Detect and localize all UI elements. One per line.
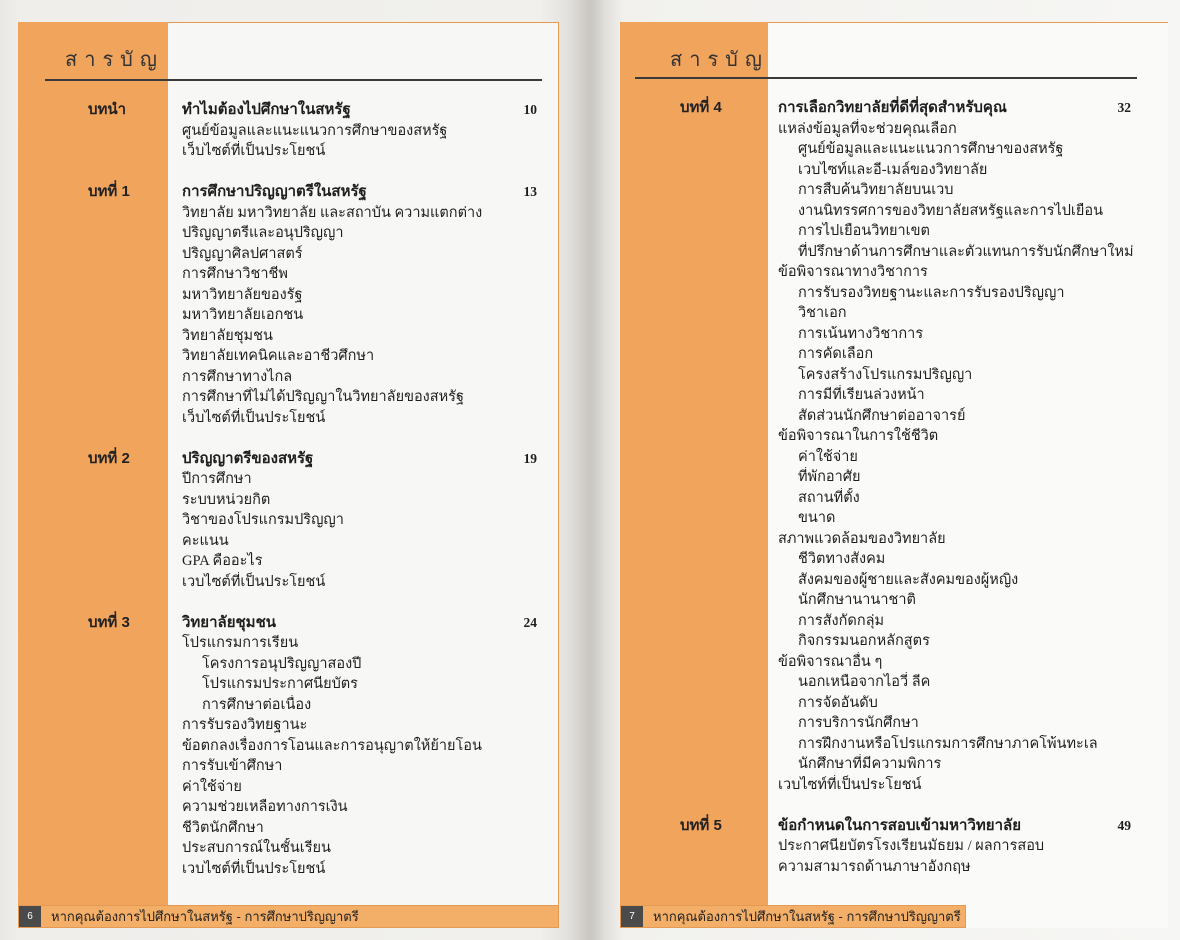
toc-entry: มหาวิทยาลัยเอกชน [182,307,304,323]
toc-entry: เวบไซท์ที่เป็นประโยชน์ [778,776,922,793]
toc-subentry: เวบไซท์และอี-เมล์ของวิทยาลัย [798,161,988,178]
toc-list [0,100,590,900]
toc-heading: สารบัญ [670,49,769,71]
toc-entry: วิทยาลัยเทคนิคและอาชีวศึกษา [182,348,375,364]
chapter-heading-row [0,100,590,121]
toc-entry: มหาวิทยาลัยของรัฐ [182,286,303,303]
footer-running-title: หากคุณต้องการไปศึกษาในสหรัฐ - การศึกษาปริญญาตรี [51,909,359,924]
toc-subentry: การจัดอันดับ [798,694,878,711]
chapter-heading-row [0,182,590,203]
toc-subentry: การสังกัดกลุ่ม [798,612,885,629]
chapter-page-number: 19 [523,450,537,466]
toc-subentry: ที่ปรึกษาด้านการศึกษาและตัวแทนการรับนักศึกษาใหม่ [798,243,1134,260]
chapter-label: บทที่ 2 [88,449,130,467]
toc-entry: ประสบการณ์ในชั้นเรียน [182,840,331,856]
toc-entry: การรับเข้าศึกษา [182,758,283,774]
toc-entry: การศึกษาวิชาชีพ [182,266,288,282]
chapter-block [0,182,590,428]
chapter-heading-row [0,613,590,634]
chapter-label: บทที่ 4 [680,99,722,116]
toc-subentry: การคัดเลือก [798,346,874,362]
chapter-page-number: 10 [523,102,537,117]
toc-entry: ค่าใช้จ่าย [182,778,242,795]
chapter-title: การศึกษาปริญญาตรีในสหรัฐ [182,184,367,200]
toc-subentry: วิชาเอก [798,305,847,321]
toc-list [590,98,1180,898]
toc-subentry: นักศึกษาที่มีความพิการ [798,756,942,772]
toc-entry: ศูนย์ข้อมูลและแนะแนวการศึกษาของสหรัฐ [182,122,448,139]
toc-subentry: โครงสร้างโปรแกรมปริญญา [798,366,973,383]
toc-entry: ปริญญาศิลปศาสตร์ [182,245,303,262]
toc-entry: ข้อพิจารณาในการใช้ชีวิต [778,428,939,444]
toc-subentry: สัดส่วนนักศึกษาต่ออาจารย์ [798,407,966,424]
toc-entry: แหล่งข้อมูลที่จะช่วยคุณเลือก [778,120,957,137]
toc-subentry: ศูนย์ข้อมูลและแนะแนวการศึกษาของสหรัฐ [798,141,1064,157]
heading-rule [45,79,542,81]
right-page [590,0,1180,940]
chapter-label: บทที่ 5 [680,816,722,834]
toc-entry: ชีวิตนักศึกษา [182,819,264,836]
toc-entry: ระบบหน่วยกิต [182,491,271,508]
toc-subentry: กิจกรรมนอกหลักสูตร [798,633,930,649]
chapter-title: การเลือกวิทยาลัยที่ดีที่สุดสำหรับคุณ [778,100,1007,116]
chapter-title: ข้อกำหนดในการสอบเข้ามหาวิทยาลัย [778,817,1021,834]
toc-subentry: ชีวิตทางสังคม [798,551,886,567]
chapter-heading-row [590,98,1180,119]
chapter-title: ปริญญาตรีของสหรัฐ [182,450,314,467]
toc-subentry: โปรแกรมประกาศนียบัตร [202,676,358,692]
chapter-label: บทที่ 3 [88,613,130,631]
chapter-block [590,98,1180,795]
toc-subentry: นอกเหนือจากไอวี่ ลีค [798,674,931,690]
toc-subentry: การบริการนักศึกษา [798,715,919,731]
chapter-title: วิทยาลัยชุมชน [182,614,277,631]
chapter-heading-row [0,449,590,470]
page-number: 7 [621,906,643,927]
chapter-heading-row [590,816,1180,837]
toc-entry: ข้อพิจารณาอื่น ๆ [778,653,883,670]
toc-entry: ประกาศนียบัตรโรงเรียนมัธยม / ผลการสอบ [778,838,1045,854]
chapter-block [0,449,590,593]
toc-heading: สารบัญ [65,49,164,71]
toc-subentry: สังคมของผู้ชายและสังคมของผู้หญิง [798,571,1019,588]
chapter-label: บทนำ [88,101,127,118]
toc-subentry: โครงการอนุปริญญาสองปี [202,655,362,672]
toc-entry: เวบไซต์ที่เป็นประโยชน์ [182,860,326,877]
chapter-block [0,613,590,880]
toc-subentry: การศึกษาต่อเนื่อง [202,696,312,713]
toc-subentry: ที่พักอาศัย [798,469,861,485]
toc-entry: วิทยาลัยชุมชน [182,327,273,344]
toc-entry: GPA คืออะไร [182,553,263,569]
toc-entry: การรับรองวิทยฐานะ [182,717,308,733]
toc-subentry: การเน้นทางวิชาการ [798,325,924,342]
toc-subentry: การสืบค้นวิทยาลัยบนเวบ [798,182,954,198]
toc-subentry: งานนิทรรศการของวิทยาลัยสหรัฐและการไปเยือน [798,202,1104,219]
toc-entry: ปีการศึกษา [182,471,252,487]
chapter-title: ทำไมต้องไปศึกษาในสหรัฐ [182,102,351,118]
chapter-label: บทที่ 1 [88,183,130,200]
page-number: 6 [19,906,41,927]
toc-subentry: การฝึกงานหรือโปรแกรมการศึกษาภาคโพ้นทะเล [798,735,1098,752]
toc-subentry: นักศึกษานานาชาติ [798,592,916,608]
toc-entry: โปรแกรมการเรียน [182,635,299,651]
chapter-page-number: 49 [1117,817,1131,833]
toc-entry: เว็บไซต์ที่เป็นประโยชน์ [182,409,326,426]
heading-rule [635,77,1137,79]
toc-subentry: ค่าใช้จ่าย [798,448,858,465]
toc-entry: สภาพแวดล้อมของวิทยาลัย [778,530,946,547]
toc-entry: ข้อพิจารณาทางวิชาการ [778,264,928,280]
toc-subentry: การไปเยือนวิทยาเขต [798,223,930,239]
chapter-page-number: 13 [523,184,537,199]
toc-entry: ความสามารถด้านภาษาอังกฤษ [778,858,971,875]
toc-entry: ปริญญาตรีและอนุปริญญา [182,225,344,241]
chapter-page-number: 32 [1117,100,1131,115]
toc-entry: ความช่วยเหลือทางการเงิน [182,799,348,815]
toc-entry: การศึกษาที่ไม่ได้ปริญญาในวิทยาลัยของสหรัฐ [182,389,464,405]
toc-entry: เว็บไซต์ที่เป็นประโยชน์ [182,143,326,159]
toc-entry: คะแนน [182,532,229,549]
toc-entry: ข้อตกลงเรื่องการโอนและการอนุญาตให้ย้ายโอน [182,737,482,754]
toc-subentry: ขนาด [798,510,836,526]
chapter-block [590,816,1180,878]
footer-running-title: หากคุณต้องการไปศึกษาในสหรัฐ - การศึกษาปริญญาตรี [653,909,961,924]
chapter-page-number: 24 [523,614,537,630]
page-footer [620,905,966,928]
toc-entry: วิชาของโปรแกรมปริญญา [182,512,344,528]
chapter-block [0,100,590,162]
page-footer [18,905,559,928]
toc-entry: วิทยาลัย มหาวิทยาลัย และสถาบัน ความแตกต่าง [182,204,483,221]
toc-subentry: สถานที่ตั้ง [798,489,860,506]
toc-subentry: การรับรองวิทยฐานะและการรับรองปริญญา [798,284,1065,301]
toc-entry: การศึกษาทางไกล [182,368,293,385]
toc-entry: เวบไซต์ที่เป็นประโยชน์ [182,573,326,590]
toc-subentry: การมีที่เรียนล่วงหน้า [798,387,925,403]
